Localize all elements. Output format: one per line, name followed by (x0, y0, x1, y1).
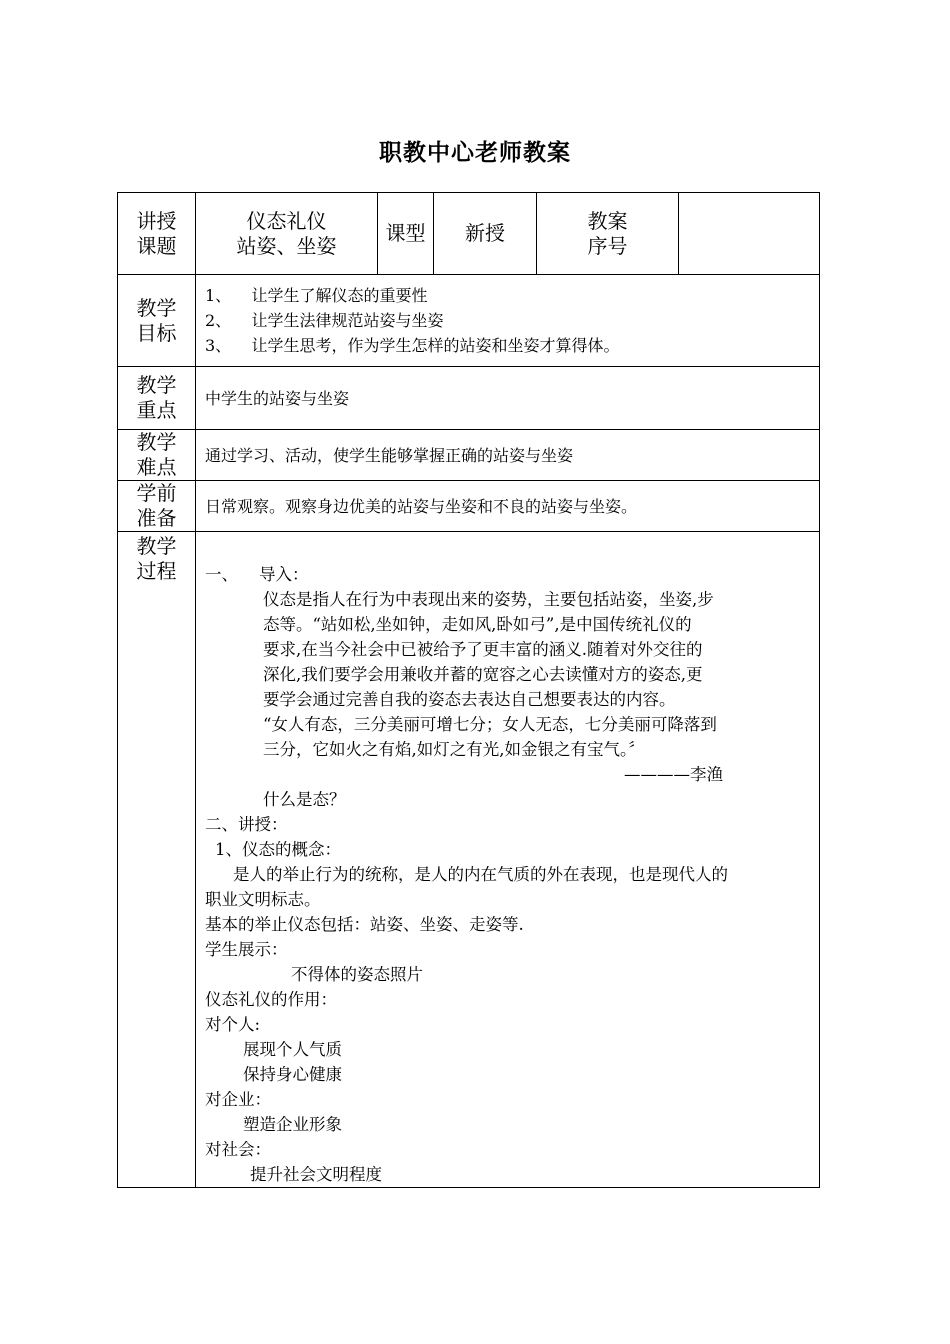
difficulty-row (118, 430, 820, 481)
seq-label-line: 教案 (587, 208, 628, 233)
type-label: 课型 (378, 193, 434, 275)
focus-label-line: 重点 (136, 398, 177, 422)
goal-item: 2、 让学生法律规范站姿与坐姿 (205, 311, 444, 330)
lesson-plan-table (117, 192, 820, 1188)
process-line: 要求,在当今社会中已被给予了更丰富的涵义.随着对外交往的 (263, 640, 703, 659)
process-line: 展现个人气质 (243, 1040, 342, 1059)
topic-label-line: 讲授 (136, 208, 177, 233)
type-value: 新授 (434, 193, 537, 275)
process-line: 职业文明标志。 (205, 890, 321, 909)
goals-label-line: 目标 (136, 320, 177, 345)
quote-line: 三分，它如火之有焰,如灯之有光,如金银之有宝气。〞 (263, 740, 645, 759)
goal-item: 3、 让学生思考，作为学生怎样的站姿和坐姿才算得体。 (205, 336, 620, 355)
focus-row (118, 367, 820, 430)
process-line: 是人的举止行为的统称，是人的内在气质的外在表现，也是现代人的 (233, 865, 728, 884)
process-line: 态等。“站如松,坐如钟，走如风,卧如弓”,是中国传统礼仪的 (263, 615, 692, 634)
difficulty-content: 通过学习、活动，使学生能够掌握正确的站姿与坐姿 (196, 430, 820, 481)
goals-content (196, 275, 820, 367)
process-line: 仪态礼仪的作用： (205, 990, 337, 1009)
prep-label (118, 481, 196, 532)
seq-label-line: 序号 (587, 233, 628, 258)
process-line: 一、 导入： (205, 565, 309, 584)
goals-label-line: 教学 (136, 295, 177, 320)
topic-value (196, 193, 378, 275)
process-line: 深化,我们要学会用兼收并蓄的宽容之心去读懂对方的姿态,更 (263, 665, 703, 684)
prep-row (118, 481, 820, 532)
focus-label (118, 367, 196, 430)
difficulty-label (118, 430, 196, 481)
topic-value-line: 仪态礼仪 (246, 208, 327, 233)
goals-label (118, 275, 196, 367)
difficulty-label-line: 教学 (136, 430, 177, 454)
prep-label-line: 学前 (136, 481, 177, 505)
difficulty-label-line: 难点 (136, 455, 177, 479)
process-row (118, 532, 820, 1188)
process-line: 对社会： (205, 1140, 271, 1159)
focus-label-line: 教学 (136, 373, 177, 397)
seq-value (679, 193, 820, 275)
subsection-heading: 1、仪态的概念： (215, 840, 341, 859)
process-line: 什么是态？ (263, 790, 346, 809)
process-line: 不得体的姿态照片 (291, 965, 423, 984)
process-content (196, 532, 820, 1188)
process-line: 对个人: (205, 1015, 261, 1034)
focus-content: 中学生的站姿与坐姿 (196, 367, 820, 430)
process-line: 要学会通过完善自我的姿态去表达自己想要表达的内容。 (263, 690, 676, 709)
process-line: 保持身心健康 (243, 1065, 342, 1084)
seq-label (537, 193, 679, 275)
quote-line: “女人有态，三分美丽可增七分；女人无态，七分美丽可降落到 (263, 715, 717, 734)
topic-label-line: 课题 (136, 233, 177, 258)
process-line: 学生展示： (205, 940, 288, 959)
goal-item: 1、 让学生了解仪态的重要性 (205, 286, 428, 305)
process-label-line: 教学 (136, 534, 177, 558)
topic-label (118, 193, 196, 275)
prep-label-line: 准备 (136, 506, 177, 530)
header-row (118, 193, 820, 275)
prep-content: 日常观察。观察身边优美的站姿与坐姿和不良的站姿与坐姿。 (196, 481, 820, 532)
process-line: 塑造企业形象 (243, 1115, 342, 1134)
process-line: 仪态是指人在行为中表现出来的姿势，主要包括站姿，坐姿,步 (263, 590, 714, 609)
topic-value-line: 站姿、坐姿 (236, 233, 337, 258)
page-title: 职教中心老师教案 (379, 139, 571, 166)
process-line: 对企业： (205, 1090, 271, 1109)
quote-author: ————李渔 (624, 765, 723, 784)
process-line: 基本的举止仪态包括：站姿、坐姿、走姿等. (205, 915, 524, 934)
goals-row (118, 275, 820, 367)
process-label-line: 过程 (136, 559, 177, 583)
process-label (118, 532, 196, 1188)
section-heading: 二、讲授： (205, 815, 288, 834)
process-line: 提升社会文明程度 (250, 1165, 382, 1184)
